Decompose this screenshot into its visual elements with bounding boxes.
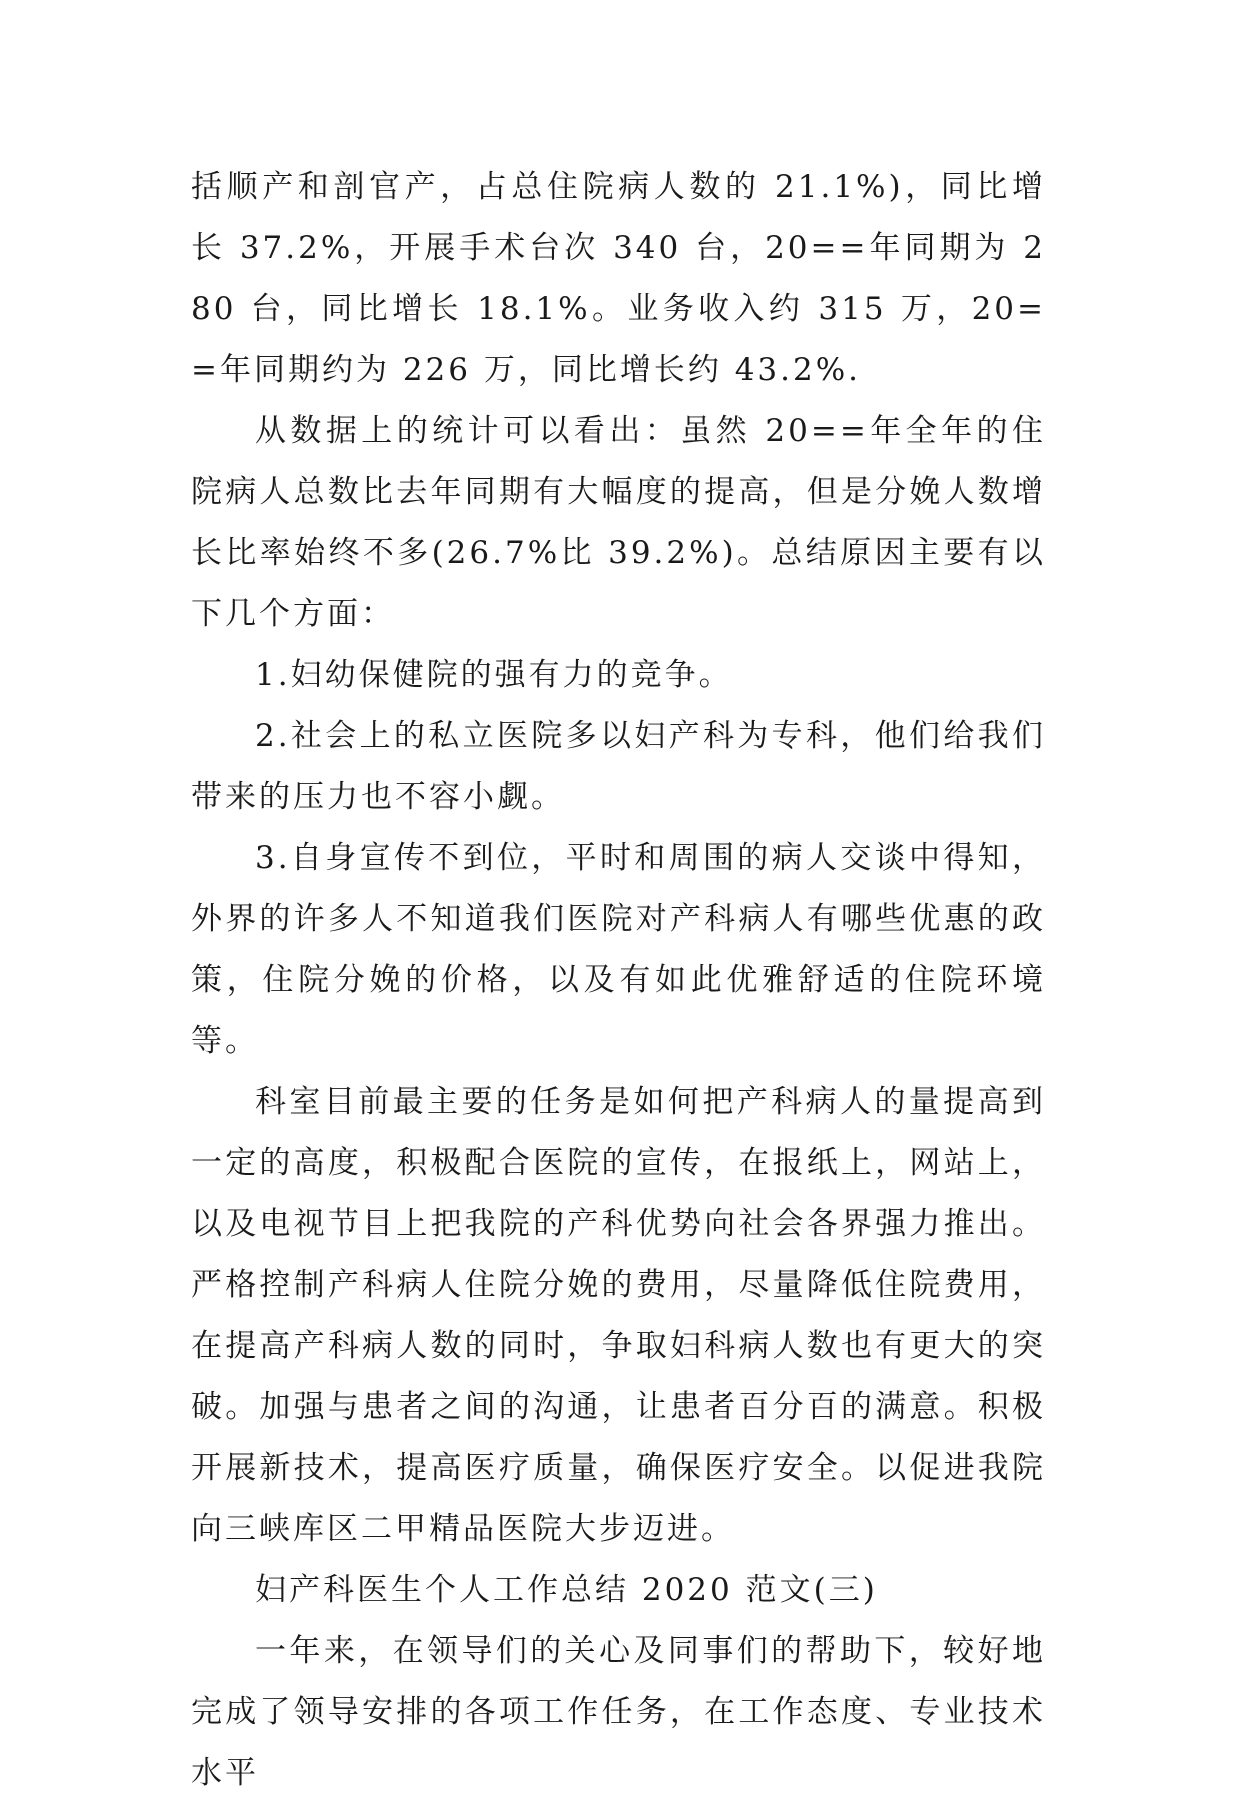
document-body <box>191 157 1046 1804</box>
list-item-reason-1: 1.妇幼保健院的强有力的竞争。 <box>255 657 733 693</box>
paragraph-main-tasks: 科室目前最主要的任务是如何把产科病人的量提高到一定的高度，积极配合医院的宣传，在报纸上，网站上，以及电视节目上把我院的产科优势向社会各界强力推出。严格控制产科病人住院分娩的费用，尽量降低住院费用，在提高产科病人数的同时，争取妇科病人数也有更大的突破。加强与患者之间的沟通，让患者百分百的满意。积极开展新技术，提高医疗质量，确保医疗安全。以促进我院向三峡库区二甲精品医院大步迈进。 <box>191 1084 1046 1547</box>
list-item-reason-3: 3.自身宣传不到位，平时和周围的病人交谈中得知，外界的许多人不知道我们医院对产科病人有哪些优惠的政策，住院分娩的价格，以及有如此优雅舒适的住院环境等。 <box>191 840 1046 1059</box>
paragraph-data-analysis: 从数据上的统计可以看出：虽然 20==年全年的住院病人总数比去年同期有大幅度的提高，但是分娩人数增长比率始终不多(26.7%比 39.2%)。总结原因主要有以下几个方面： <box>191 413 1046 632</box>
paragraph-statistics-continued: 括顺产和剖官产，占总住院病人数的 21.1%)，同比增长 37.2%，开展手术台次 340 台，20==年同期为 280 台，同比增长 18.1%。业务收入约 315 万，20==年同期约为 226 万，同比增长约 43.2%. <box>191 169 1046 388</box>
list-item-reason-2: 2.社会上的私立医院多以妇产科为专科，他们给我们带来的压力也不容小觑。 <box>191 718 1046 815</box>
paragraph-section-intro: 一年来，在领导们的关心及同事们的帮助下，较好地完成了领导安排的各项工作任务，在工作态度、专业技术水平 <box>191 1633 1046 1791</box>
section-heading: 妇产科医生个人工作总结 2020 范文(三) <box>255 1572 878 1608</box>
